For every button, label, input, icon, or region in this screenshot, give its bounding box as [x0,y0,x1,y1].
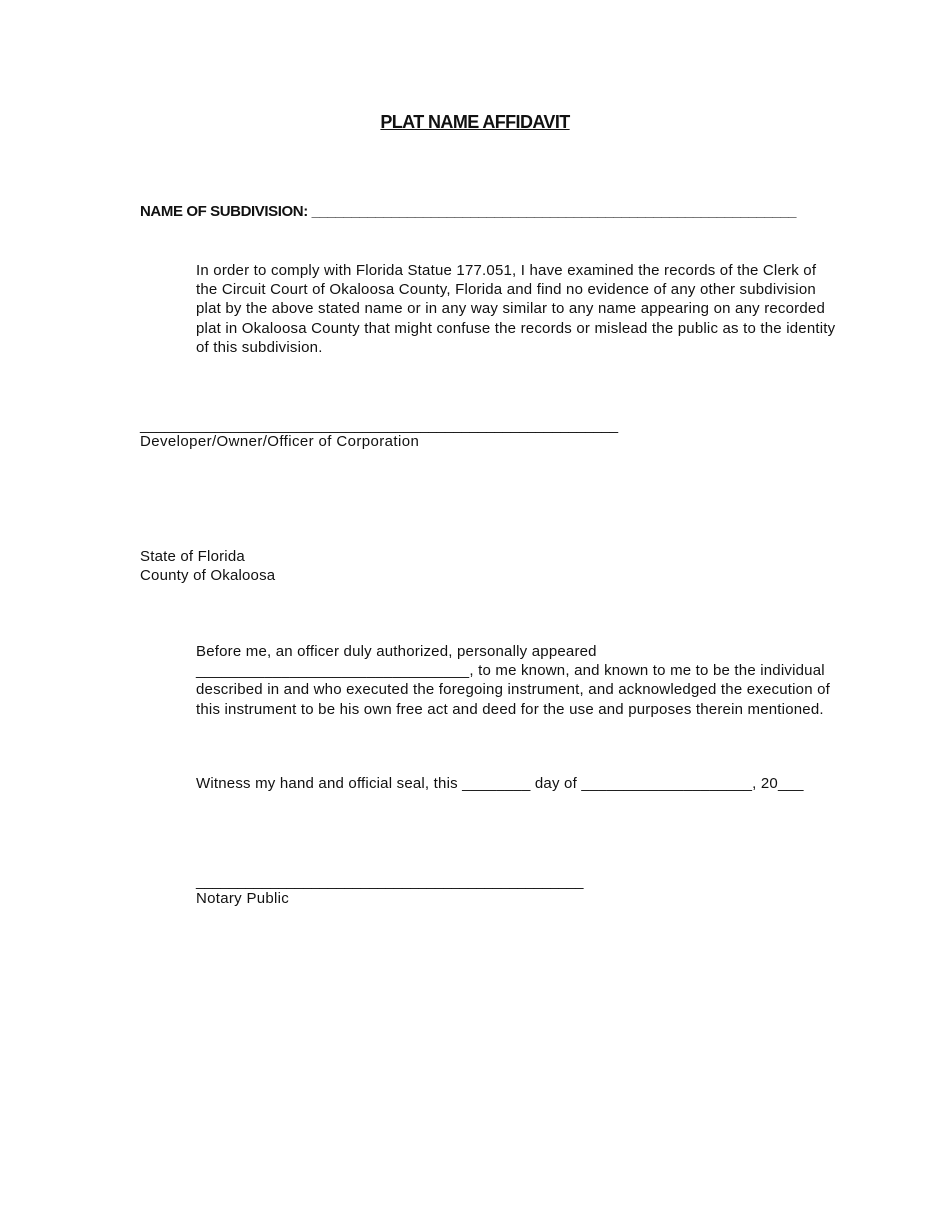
notary-signature-label: Notary Public [196,890,290,907]
subdivision-name-row [140,203,796,220]
document-title: PLAT NAME AFFIDAVIT [380,112,570,132]
venue-state: State of Florida [140,548,245,565]
notary-signature-line: _______________________________________________ [196,873,584,890]
acknowledgment-intro: Before me, an officer duly authorized, personally appeared [196,643,597,660]
affidavit-statement: In order to comply with Florida Statue 177.051, I have examined the records of the Clerk of the Circuit Court of Okaloosa County, Florida and find no evidence of any other subdivision plat by the above stated name or in any way similar to any name appearing on any recorded plat in Okaloosa County that might confuse the records or mislead the public as to the identity of this subdivision. [196,262,836,356]
developer-signature-label: Developer/Owner/Officer of Corporation [140,433,420,450]
witness-line: Witness my hand and official seal, this ________ day of ____________________, 20___ [196,775,804,792]
subdivision-name-label: NAME OF SUBDIVISION: [140,203,308,220]
subdivision-name-blank: _____________________________________________________________ [311,203,797,220]
developer-signature-line: __________________________________________________________ [140,417,619,434]
acknowledgment-text: , to me known, and known to me to be the individual described in and who executed the foregoing instrument, and acknowledged the execution of this instrument to be his own free act and deed for the use and purposes therein mentioned. [196,662,831,718]
venue-county: County of Okaloosa [140,567,276,585]
appearing-person-blank: ________________________________ [196,662,470,680]
venue-block [140,547,275,585]
notary-acknowledgment [196,642,836,719]
